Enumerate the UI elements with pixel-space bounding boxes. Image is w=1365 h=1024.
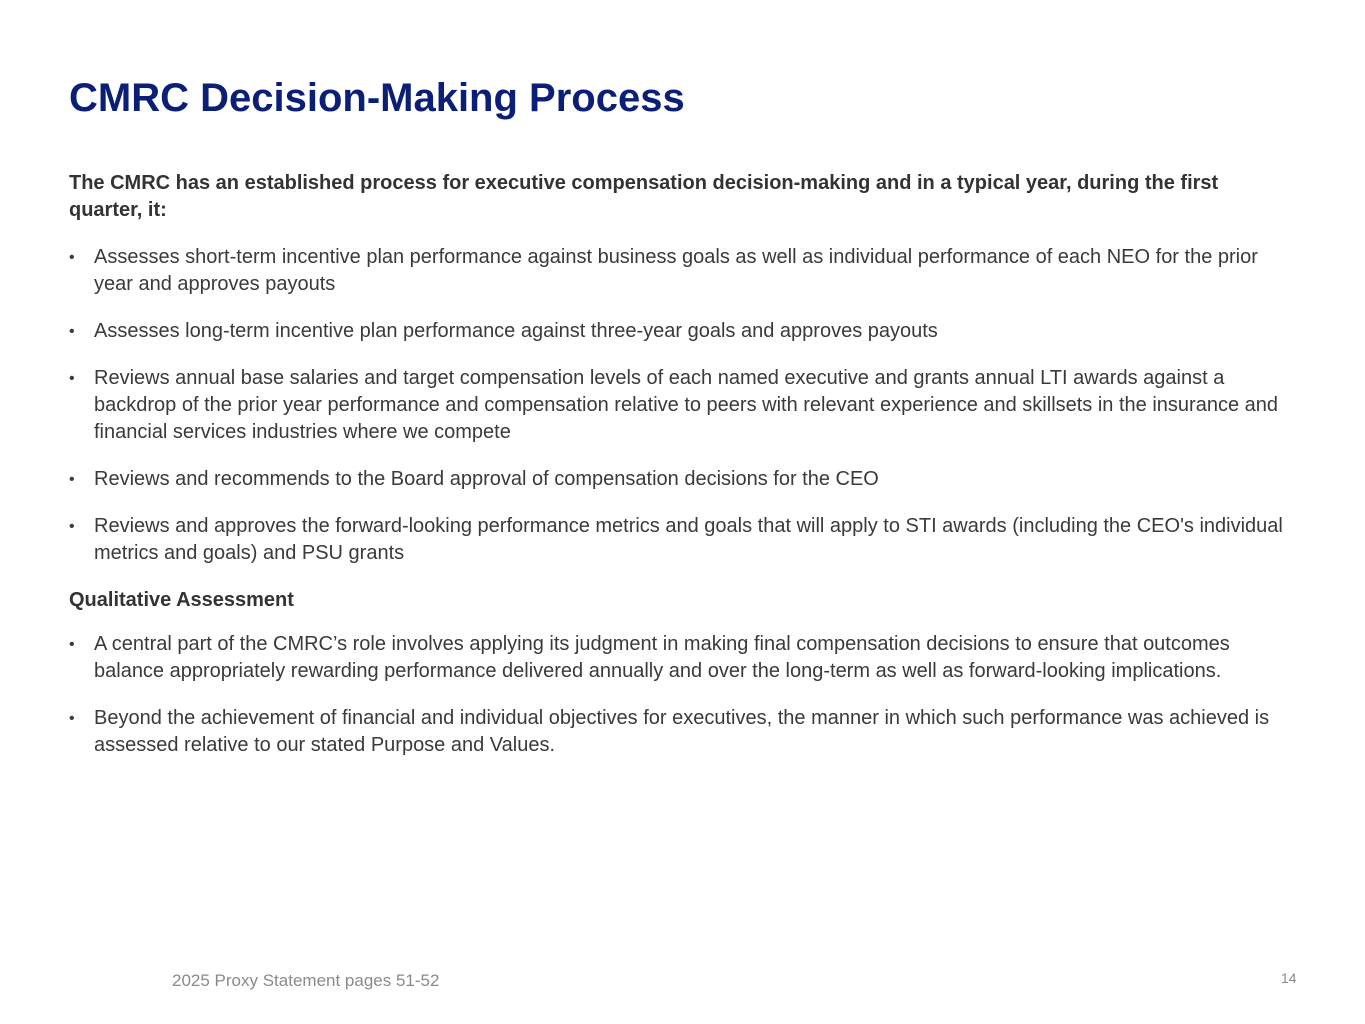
list-item-text: Assesses short-term incentive plan performance against business goals as well as individual performance of each NEO for the prior year and approves payouts xyxy=(94,246,1258,295)
page-number: 14 xyxy=(1281,970,1297,986)
slide-title: CMRC Decision-Making Process xyxy=(69,76,685,120)
list-item-text: Assesses long-term incentive plan performance against three-year goals and approves payouts xyxy=(94,320,938,342)
qualitative-assessment-heading: Qualitative Assessment xyxy=(69,589,294,611)
list-item-text: Reviews and approves the forward-looking performance metrics and goals that will apply to STI awards (including the CEO's individual metrics and goals) and PSU grants xyxy=(94,515,1283,564)
list-item xyxy=(69,705,1297,759)
bullet-icon: • xyxy=(69,710,75,727)
lead-paragraph: The CMRC has an established process for executive compensation decision-making and in a typical year, during the first quarter, it: xyxy=(69,172,1219,221)
qualitative-list xyxy=(69,631,1297,759)
list-item xyxy=(69,466,1297,493)
process-list xyxy=(69,244,1297,567)
list-item xyxy=(69,244,1297,298)
list-item-text: Reviews annual base salaries and target compensation levels of each named executive and grants annual LTI awards against a backdrop of the prior year performance and compensation relative to peers with relevant experience and skillsets in the insurance and financial services industries where we compete xyxy=(94,367,1278,443)
list-item-text: Beyond the achievement of financial and individual objectives for executives, the manner in which such performance was achieved is assessed relative to our stated Purpose and Values. xyxy=(94,707,1270,756)
bullet-icon: • xyxy=(69,471,75,488)
list-item-text: A central part of the CMRC’s role involves applying its judgment in making final compensation decisions to ensure that outcomes balance appropriately rewarding performance delivered annually and over the long-term as well as forward-looking implications. xyxy=(94,633,1230,682)
list-item xyxy=(69,365,1297,446)
list-item-text: Reviews and recommends to the Board approval of compensation decisions for the CEO xyxy=(94,468,879,490)
bullet-icon: • xyxy=(69,249,75,266)
bullet-icon: • xyxy=(69,370,75,387)
bullet-icon: • xyxy=(69,636,75,653)
list-item xyxy=(69,318,1297,345)
slide-content xyxy=(69,170,1297,779)
list-item xyxy=(69,513,1297,567)
bullet-icon: • xyxy=(69,323,75,340)
list-item xyxy=(69,631,1297,685)
bullet-icon: • xyxy=(69,518,75,535)
footer-source-note: 2025 Proxy Statement pages 51-52 xyxy=(172,971,440,990)
